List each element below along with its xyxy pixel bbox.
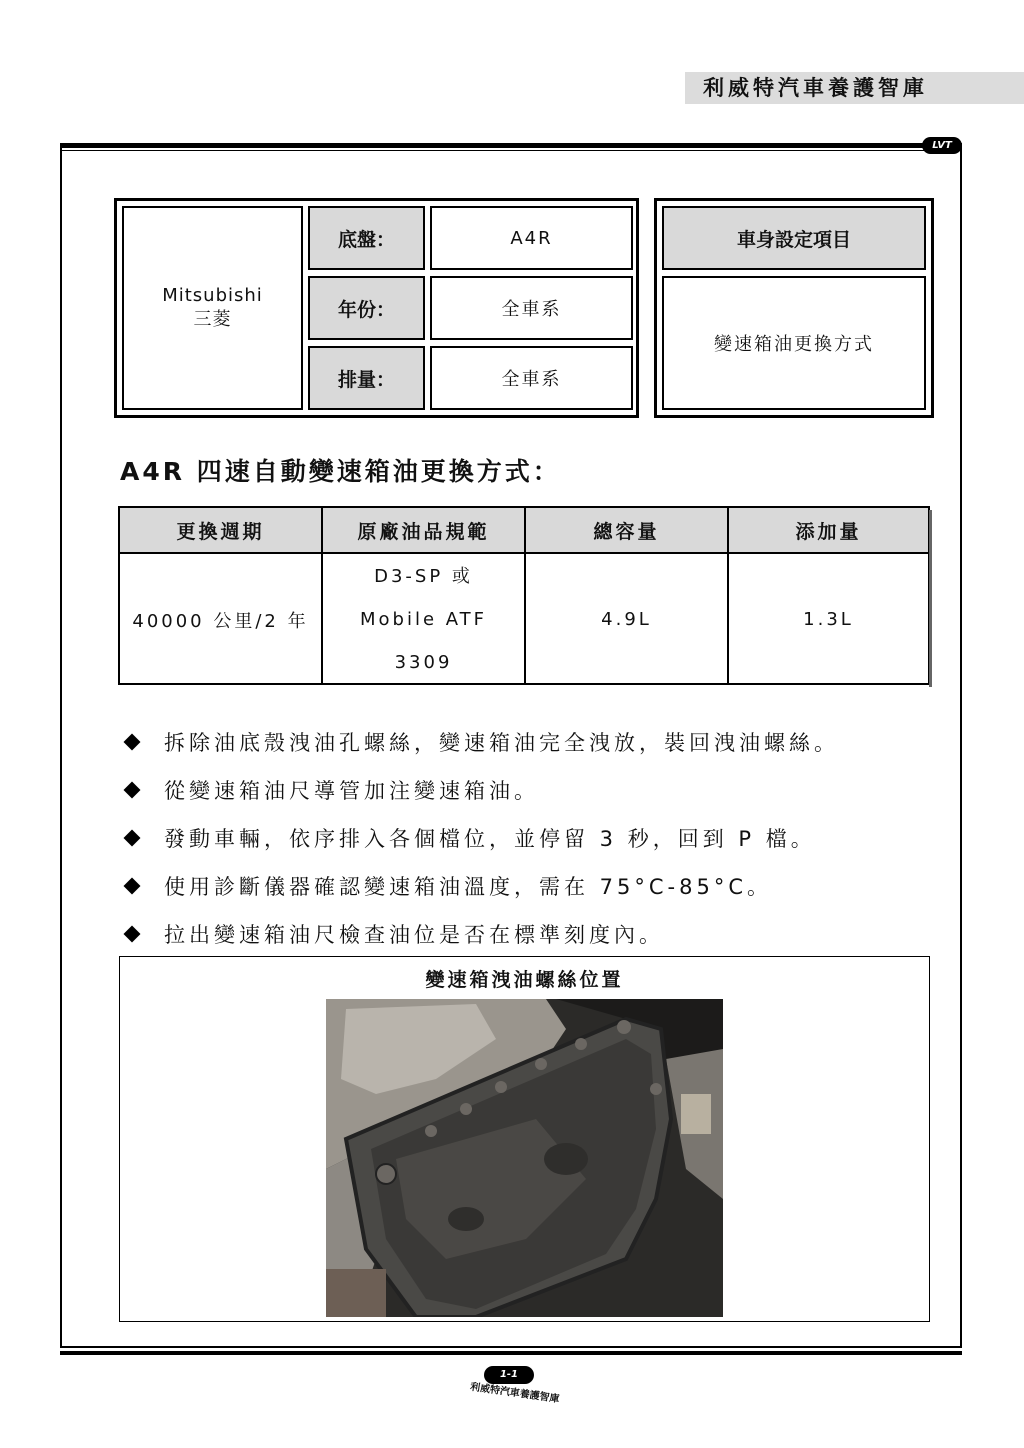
displacement-value: 全車系 [430,346,633,410]
frame-left-rule [60,148,62,1348]
footer-brand-text: 利威特汽車養護智庫 [469,1381,561,1406]
setting-header: 車身設定項目 [662,206,926,270]
lvt-logo-badge: LVT [922,137,962,154]
page-number-badge: 1-1 [484,1366,534,1384]
cell-interval: 40000 公里/2 年 [132,610,309,632]
setting-box [654,198,934,418]
header-total-capacity: 總容量 [526,508,727,554]
procedure-steps [122,718,942,958]
frame-right-rule [960,148,962,1348]
table-shadow [929,510,932,687]
oil-spec-line-3: 3309 [394,652,453,673]
step-text: 發動車輛，依序排入各個檔位，並停留 3 秒，回到 P 檔。 [164,827,816,851]
step-text: 拆除油底殼洩油孔螺絲，變速箱油完全洩放，裝回洩油螺絲。 [164,731,839,755]
displacement-label: 排量： [308,346,425,410]
frame-top-rule-thin [60,150,962,151]
cell-add-amount: 1.3L [803,609,854,630]
step-text: 拉出變速箱油尺檢查油位是否在標準刻度內。 [164,923,664,947]
diamond-bullet-icon [124,830,141,847]
frame-bottom-rule [60,1351,962,1355]
vehicle-make-en: Mitsubishi [162,285,263,306]
year-label: 年份： [308,276,425,340]
header-add-amount: 添加量 [729,508,928,554]
drain-plug-photo [326,999,723,1317]
vehicle-info-box [114,198,639,418]
oil-spec-line-2: Mobile ATF [359,609,488,630]
list-item [122,814,942,862]
cell-oil-spec [323,554,524,685]
photo-title: 變速箱洩油螺絲位置 [425,969,624,991]
diamond-bullet-icon [124,734,141,751]
diamond-bullet-icon [124,782,141,799]
table-divider [321,508,323,685]
table-divider [524,508,526,685]
header-brand-title: 利威特汽車養護智庫 [685,72,1024,104]
header-interval: 更換週期 [120,508,321,554]
list-item [122,718,942,766]
table-divider [727,508,729,685]
diamond-bullet-icon [124,926,141,943]
cell-total-capacity: 4.9L [601,609,652,630]
frame-bottom-rule-thin [60,1346,962,1348]
chassis-value: A4R [430,206,633,270]
setting-item: 變速箱油更換方式 [662,276,926,410]
vehicle-make-cell [122,206,303,410]
diamond-bullet-icon [124,878,141,895]
list-item [122,910,942,958]
list-item [122,862,942,910]
list-item [122,766,942,814]
header-oil-spec: 原廠油品規範 [323,508,524,554]
chassis-label: 底盤： [308,206,425,270]
transmission-oil-pan-image [326,999,723,1317]
frame-top-rule [60,143,962,148]
step-text: 使用診斷儀器確認變速箱油溫度，需在 75°C-85°C。 [164,875,773,899]
oil-spec-line-1: D3-SP 或 [374,566,473,587]
spec-table [118,506,930,685]
year-value: 全車系 [430,276,633,340]
photo-box [119,956,930,1322]
step-text: 從變速箱油尺導管加注變速箱油。 [164,779,539,803]
vehicle-make-zh: 三菱 [193,309,232,330]
section-title: A4R 四速自動變速箱油更換方式： [120,457,561,486]
